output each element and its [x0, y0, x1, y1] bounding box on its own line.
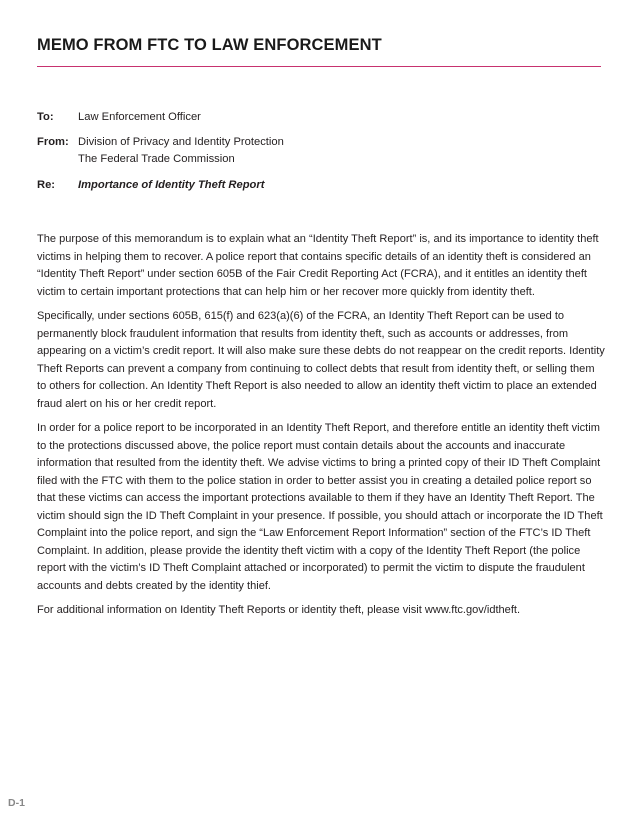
to-value: Law Enforcement Officer: [78, 111, 201, 123]
from-label: From:: [37, 136, 69, 148]
from-value-line1: Division of Privacy and Identity Protection: [78, 136, 284, 148]
memo-title: MEMO FROM FTC TO LAW ENFORCEMENT: [37, 36, 382, 54]
paragraph-police-report: In order for a police report to be incorporated in an Identity Theft Report, and therefore entitle an identity theft victim to the protections discussed above, the police report must contain details about the accounts and inaccurate information that resulted from the identity theft. We advise victims to bring a printed copy of their ID Theft Complaint filed with the FTC with them to the police station in order to better assist you in creating a detailed police report so that these victims can access the important protections available to them if they have an Identity Theft Report. The victim should sign the ID Theft Complaint in your presence. If possible, you should attach or incorporate the ID Theft Complaint into the police report, and sign the “Law Enforcement Report Information” section of the FTC’s ID Theft Complaint. In addition, please provide the identity theft victim with a copy of the Identity Theft Report (the police report with the victim’s ID Theft Complaint attached or incorporated) to permit the victim to dispute the fraudulent accounts and debts created by the identity thief.: [37, 422, 603, 592]
re-label: Re:: [37, 179, 56, 191]
to-label: To:: [37, 111, 54, 123]
paragraph-protections: Specifically, under sections 605B, 615(f) and 623(a)(6) of the FCRA, an Identity Theft Report can be used to permanently block fraudulent information that results from identity theft, such as accounts or addresses, from appearing on a victim’s credit report. It will also make sure these debts do not reappear on the credit reports. Identity Theft Reports can prevent a company from continuing to collect debts that result from identity theft, or selling them to others for collection. An Identity Theft Report is also needed to allow an identity theft victim to place an extended fraud alert on his or her credit report.: [37, 310, 605, 410]
paragraph-purpose: The purpose of this memorandum is to explain what an “Identity Theft Report” is, and its importance to identity theft victims in helping them to recover. A police report that contains specific details of an identity theft is considered an “Identity Theft Report” under section 605B of the Fair Credit Reporting Act (FCRA), and it entitles an identity theft victim to certain important protections that can help him or her recover more quickly from identity theft.: [37, 233, 599, 298]
paragraph-additional-info: For additional information on Identity Theft Reports or identity theft, please visit www.ftc.gov/idtheft.: [37, 604, 521, 616]
title-divider: [37, 66, 601, 67]
page-number: D-1: [8, 797, 25, 809]
memo-body: [37, 231, 605, 627]
re-value: Importance of Identity Theft Report: [78, 179, 265, 191]
from-value-line2: The Federal Trade Commission: [78, 153, 235, 165]
